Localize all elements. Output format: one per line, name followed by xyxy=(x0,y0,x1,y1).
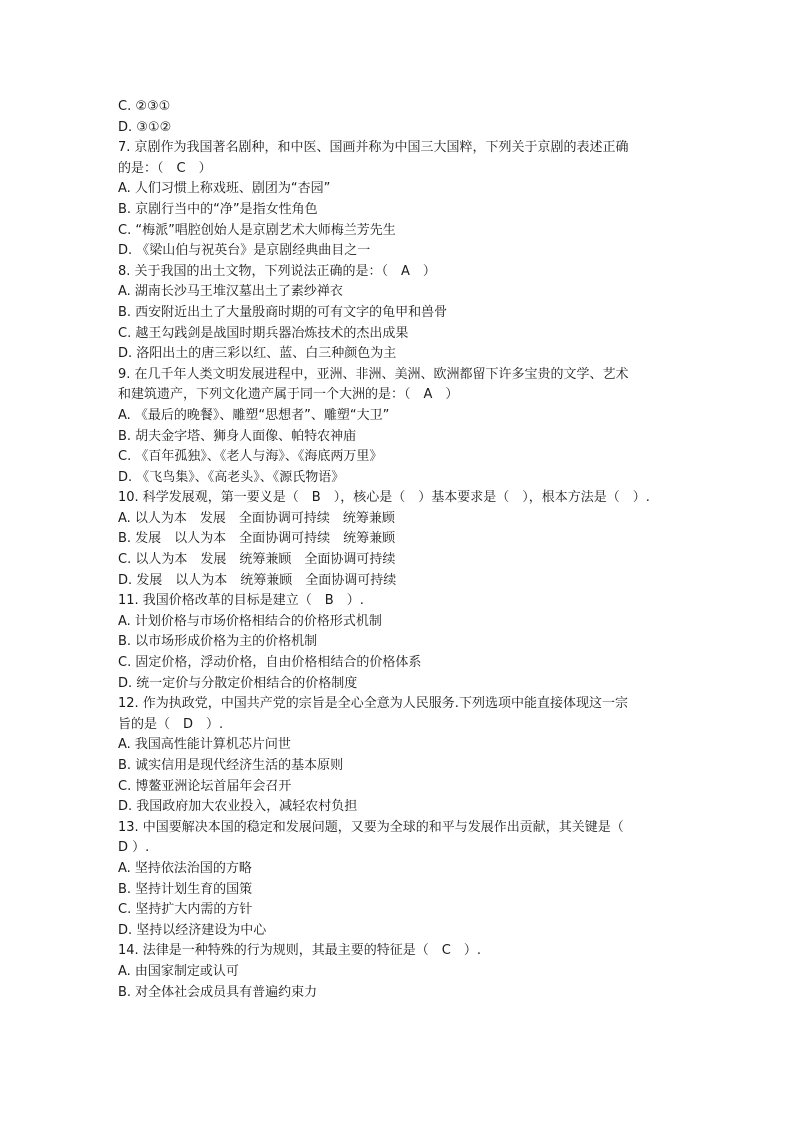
option-a-q12: A. 我国高性能计算机芯片问世 xyxy=(118,737,291,753)
question-7-line-1: 7. 京剧作为我国著名剧种，和中医、国画并称为中国三大国粹，下列关于京剧的表述正确 xyxy=(118,140,629,156)
option-c-q12: C. 博鳌亚洲论坛首届年会召开 xyxy=(118,778,292,794)
option-d-q6: D. ③①② xyxy=(118,119,172,135)
option-b-q7: B. 京剧行当中的“净”是指女性角色 xyxy=(118,201,318,217)
question-9-line-2: 和建筑遗产，下列文化遗产属于同一个大洲的是：（ A ） xyxy=(118,387,459,403)
option-c-q7: C. “梅派”唱腔创始人是京剧艺术大师梅兰芳先生 xyxy=(118,222,396,238)
option-a-q9: A. 《最后的晚餐》、雕塑“思想者”、雕塑“大卫” xyxy=(118,407,390,423)
option-c-q13: C. 坚持扩大内需的方针 xyxy=(118,902,253,918)
option-c-q8: C. 越王勾践剑是战国时期兵器冶炼技术的杰出成果 xyxy=(118,325,409,341)
option-a-q10: A. 以人为本 发展 全面协调可持续 统筹兼顾 xyxy=(118,510,395,526)
option-d-q8: D. 洛阳出土的唐三彩以红、蓝、白三种颜色为主 xyxy=(118,346,397,362)
question-13-line-1: 13. 中国要解决本国的稳定和发展问题，又要为全球的和平与发展作出贡献，其关键是（ xyxy=(118,819,624,835)
option-d-q9: D. 《飞鸟集》、《高老头》、《源氏物语》 xyxy=(118,469,345,485)
option-c-q6: C. ②③① xyxy=(118,99,171,114)
option-b-q9: B. 胡夫金字塔、狮身人面像、帕特农神庙 xyxy=(118,428,357,444)
option-b-q12: B. 诚实信用是现代经济生活的基本原则 xyxy=(118,758,344,773)
question-10: 10. 科学发展观，第一要义是（ B ），核心是（ ）基本要求是（ ），根本方法是（ ）. xyxy=(118,490,650,506)
option-b-q14: B. 对全体社会成员具有普遍约束力 xyxy=(118,984,318,1000)
option-c-q9: C. 《百年孤独》、《老人与海》、《海底两万里》 xyxy=(118,449,383,465)
document-page xyxy=(118,97,678,1003)
option-a-q8: A. 湖南长沙马王堆汉墓出土了素纱禅衣 xyxy=(118,284,343,300)
option-b-q11: B. 以市场形成价格为主的价格机制 xyxy=(118,634,318,650)
option-d-q12: D. 我国政府加大农业投入，减轻农村负担 xyxy=(118,799,358,815)
question-11: 11. 我国价格改革的目标是建立（ B ）. xyxy=(118,593,364,609)
option-b-q8: B. 西安附近出土了大量殷商时期的可有文字的龟甲和兽骨 xyxy=(118,304,448,320)
question-12-line-1: 12. 作为执政党，中国共产党的宗旨是全心全意为人民服务.下列选项中能直接体现这一宗 xyxy=(118,696,628,712)
option-d-q13: D. 坚持以经济建设为中心 xyxy=(118,922,267,938)
option-a-q13: A. 坚持依法治国的方略 xyxy=(118,860,252,876)
question-13-line-2: D ）. xyxy=(118,840,150,856)
option-a-q14: A. 由国家制定或认可 xyxy=(118,963,239,979)
question-8: 8. 关于我国的出土文物，下列说法正确的是：（ A ） xyxy=(118,263,436,279)
option-c-q10: C. 以人为本 发展 统筹兼顾 全面协调可持续 xyxy=(118,552,396,568)
question-14: 14. 法律是一种特殊的行为规则，其最主要的特征是（ C ）. xyxy=(118,943,482,959)
question-7-line-2: 的是：（ C ） xyxy=(118,160,212,176)
option-d-q11: D. 统一定价与分散定价相结合的价格制度 xyxy=(118,675,358,691)
option-d-q10: D. 发展 以人为本 统筹兼顾 全面协调可持续 xyxy=(118,572,397,588)
question-12-line-2: 旨的是（ D ）. xyxy=(118,716,224,732)
option-c-q11: C. 固定价格，浮动价格，自由价格相结合的价格体系 xyxy=(118,655,422,671)
option-d-q7: D. 《梁山伯与祝英台》是京剧经典曲目之一 xyxy=(118,243,371,259)
option-a-q11: A. 计划价格与市场价格相结合的价格形式机制 xyxy=(118,613,382,629)
question-9-line-1: 9. 在几千年人类文明发展进程中，亚洲、非洲、美洲、欧洲都留下许多宝贵的文学、艺术 xyxy=(118,366,629,382)
option-a-q7: A. 人们习惯上称戏班、剧团为“杏园” xyxy=(118,181,331,197)
option-b-q13: B. 坚持计划生育的国策 xyxy=(118,881,253,897)
option-b-q10: B. 发展 以人为本 全面协调可持续 统筹兼顾 xyxy=(118,531,396,547)
